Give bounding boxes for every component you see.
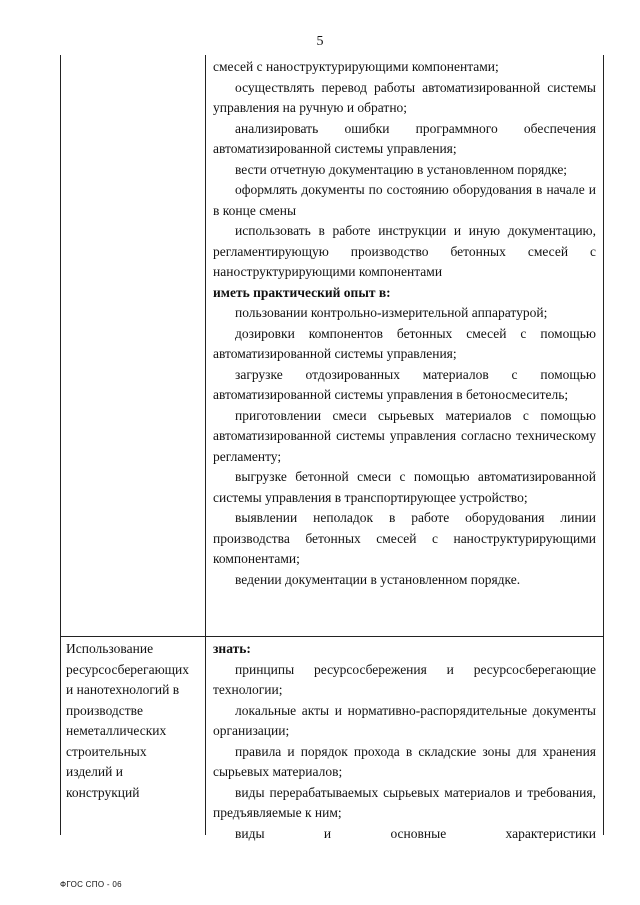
skill-item: анализировать ошибки программного обеспечения автоматизированной системы управления; bbox=[213, 120, 596, 156]
competency-table bbox=[60, 55, 604, 841]
skills-cell bbox=[213, 57, 596, 590]
competency-title-line: производстве bbox=[66, 702, 143, 718]
experience-item: загрузке отдозированных материалов с помощью автоматизированной системы управления в бетоносмеситель; bbox=[213, 366, 596, 402]
competency-title-line: строительных bbox=[66, 743, 147, 759]
knowledge-item: правила и порядок прохода в складские зоны для хранения сырьевых материалов; bbox=[213, 743, 596, 779]
skill-item: использовать в работе инструкции и иную документацию, регламентирующую производство бетонных смесей с наноструктурирующими компонентами bbox=[213, 223, 596, 279]
document-footer: ФГОС СПО - 06 bbox=[60, 880, 122, 889]
competency-title-line: Использование bbox=[66, 641, 154, 656]
page-number: 5 bbox=[316, 34, 324, 49]
competency-title-cell bbox=[66, 639, 202, 803]
experience-item: приготовлении смеси сырьевых материалов с помощью автоматизированной системы управления согласно техническому регламенту; bbox=[213, 407, 596, 464]
skill-item: осуществлять перевод работы автоматизированной системы управления на ручную и обратно; bbox=[213, 79, 596, 115]
experience-item: дозировки компонентов бетонных смесей с помощью автоматизированной системы управления; bbox=[213, 325, 596, 361]
experience-item: выявлении неполадок в работе оборудования линии производства бетонных смесей с наноструктурирующими компонентами; bbox=[213, 510, 596, 566]
knowledge-item: принципы ресурсосбережения и ресурсосберегающие технологии; bbox=[213, 661, 596, 697]
competency-title-line: изделий и bbox=[66, 764, 123, 779]
knowledge-item: локальные акты и нормативно-распорядительные документы организации; bbox=[213, 702, 596, 738]
knowledge-item: виды и основные характеристики bbox=[235, 825, 596, 841]
experience-item: выгрузке бетонной смеси с помощью автоматизированной системы управления в транспортирующее устройство; bbox=[213, 469, 596, 505]
column-divider bbox=[205, 55, 206, 835]
experience-item: ведении документации в установленном порядке. bbox=[235, 571, 521, 587]
competency-title-line: ресурсосберегающих bbox=[66, 661, 190, 677]
row-divider bbox=[61, 636, 603, 637]
experience-item: пользовании контрольно-измерительной аппаратурой; bbox=[235, 305, 548, 320]
competency-title-line: и нанотехнологий в bbox=[66, 682, 180, 697]
competency-title-line: конструкций bbox=[66, 784, 140, 800]
knowledge-item: виды перерабатываемых сырьевых материалов и требования, предъявляемые к ним; bbox=[213, 784, 596, 820]
experience-heading: иметь практический опыт в: bbox=[213, 284, 391, 300]
competency-title-line: неметаллических bbox=[66, 723, 167, 738]
knowledge-cell bbox=[213, 639, 596, 844]
skill-item: оформлять документы по состоянию оборудования в начале и в конце смены bbox=[213, 182, 596, 218]
knowledge-heading: знать: bbox=[213, 641, 251, 656]
skill-item: вести отчетную документацию в установленном порядке; bbox=[235, 161, 568, 177]
skill-item: смесей с наноструктурирующими компонентами; bbox=[213, 59, 499, 74]
